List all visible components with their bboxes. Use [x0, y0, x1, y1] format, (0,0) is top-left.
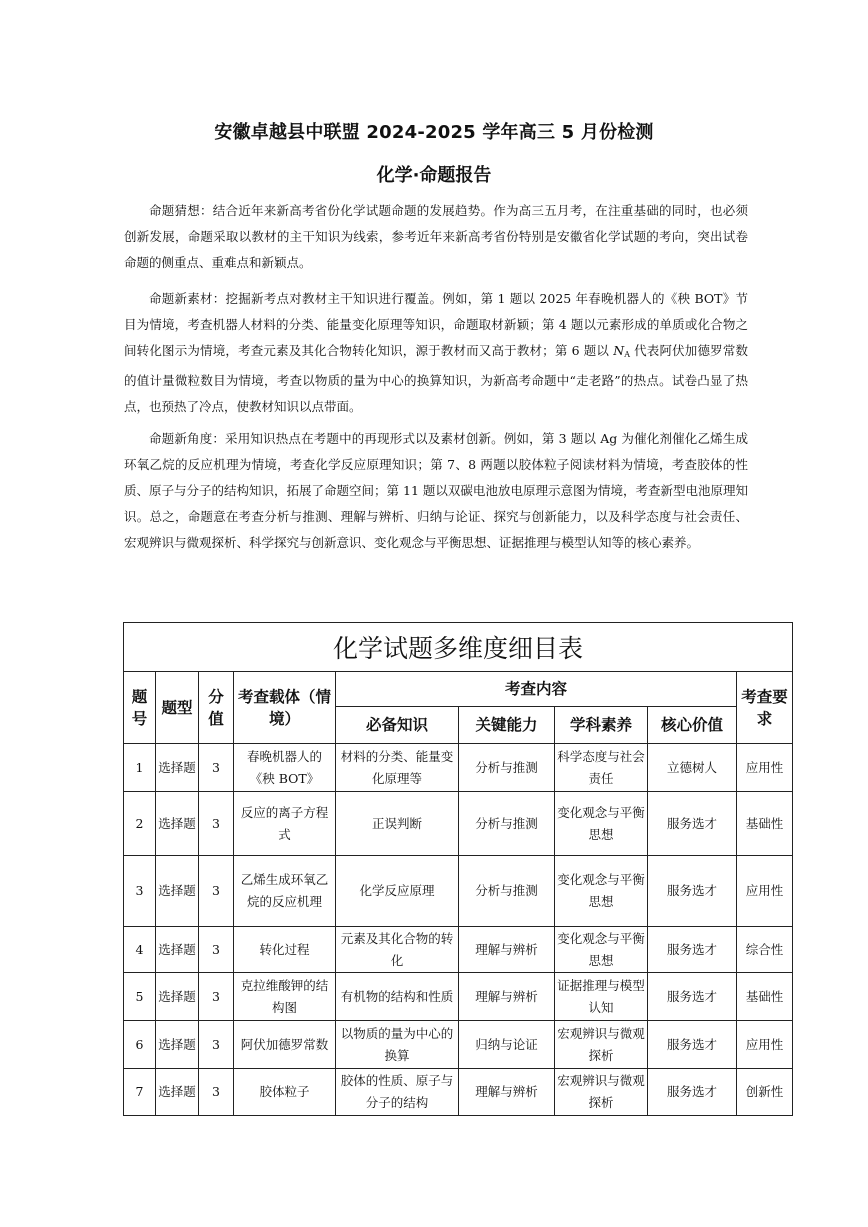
cell-literacy: 变化观念与平衡思想 — [555, 927, 648, 973]
cell-type: 选择题 — [156, 792, 199, 856]
cell-context: 乙烯生成环氧乙烷的反应机理 — [234, 856, 336, 927]
cell-score: 3 — [199, 1069, 234, 1116]
table-row — [124, 1021, 793, 1069]
cell-req: 基础性 — [737, 973, 793, 1021]
header-ability: 关键能力 — [459, 707, 555, 744]
cell-ability: 分析与推测 — [459, 744, 555, 792]
cell-knowledge: 有机物的结构和性质 — [336, 973, 459, 1021]
header-content: 考查内容 — [336, 672, 737, 707]
cell-num: 3 — [124, 856, 156, 927]
cell-knowledge: 胶体的性质、原子与分子的结构 — [336, 1069, 459, 1116]
cell-num: 4 — [124, 927, 156, 973]
cell-num: 1 — [124, 744, 156, 792]
cell-type: 选择题 — [156, 973, 199, 1021]
cell-req: 应用性 — [737, 1021, 793, 1069]
table-row — [124, 792, 793, 856]
header-context: 考查载体（情境） — [234, 672, 336, 744]
cell-score: 3 — [199, 744, 234, 792]
table-row — [124, 1069, 793, 1116]
cell-req: 应用性 — [737, 856, 793, 927]
cell-context: 阿伏加德罗常数 — [234, 1021, 336, 1069]
cell-value: 服务选才 — [648, 856, 737, 927]
document-subtitle: 化学·命题报告 — [376, 165, 492, 186]
paragraph-angle: 命题新角度：采用知识热点在考题中的再现形式以及素材创新。例如，第 3 题以 Ag 为催化剂催化乙烯生成环氧乙烷的反应机理为情境，考查化学反应原理知识；第 7、8 两题以胶体粒子阅读材料为情境，考查胶体的性质、原子与分子的结构知识，拓展了命题空间；第 11 题以双碳电池放电原理示意图为情境，考查新型电池原理知识。总之，命题意在考查分析与推测、理解与辨析、归纳与论证、探究与创新能力，以及科学态度与社会责任、宏观辨识与微观探析、科学探究与创新意识、变化观念与平衡思想、证据推理与模型认知等的核心素养。 — [124, 431, 748, 550]
cell-knowledge: 正误判断 — [336, 792, 459, 856]
cell-req: 应用性 — [737, 744, 793, 792]
cell-ability: 理解与辨析 — [459, 1069, 555, 1116]
cell-knowledge: 化学反应原理 — [336, 856, 459, 927]
cell-ability: 理解与辨析 — [459, 973, 555, 1021]
cell-knowledge: 以物质的量为中心的换算 — [336, 1021, 459, 1069]
cell-ability: 归纳与论证 — [459, 1021, 555, 1069]
cell-literacy: 科学态度与社会责任 — [555, 744, 648, 792]
cell-score: 3 — [199, 927, 234, 973]
paragraph-material-text-b: 代表阿伏加德罗常数的值计量微粒数目为情境，考查以物质的量为中心的换算知识，为新高考命题中“走老路”的热点。试卷凸显了热点，也预热了冷点，使教材知识以点带面。 — [124, 343, 748, 414]
cell-req: 综合性 — [737, 927, 793, 973]
cell-ability: 理解与辨析 — [459, 927, 555, 973]
cell-type: 选择题 — [156, 744, 199, 792]
cell-score: 3 — [199, 1021, 234, 1069]
table-caption: 化学试题多维度细目表 — [124, 623, 793, 672]
header-type: 题型 — [156, 672, 199, 744]
cell-value: 服务选才 — [648, 1069, 737, 1116]
cell-context: 反应的离子方程式 — [234, 792, 336, 856]
header-requirement: 考查要求 — [737, 672, 793, 744]
cell-num: 2 — [124, 792, 156, 856]
cell-value: 服务选才 — [648, 927, 737, 973]
cell-score: 3 — [199, 973, 234, 1021]
cell-context: 胶体粒子 — [234, 1069, 336, 1116]
cell-score: 3 — [199, 792, 234, 856]
header-score: 分值 — [199, 672, 234, 744]
cell-knowledge: 元素及其化合物的转化 — [336, 927, 459, 973]
cell-type: 选择题 — [156, 856, 199, 927]
cell-value: 立德树人 — [648, 744, 737, 792]
cell-ability: 分析与推测 — [459, 792, 555, 856]
cell-literacy: 宏观辨识与微观探析 — [555, 1021, 648, 1069]
cell-literacy: 变化观念与平衡思想 — [555, 792, 648, 856]
cell-context: 克拉维酸钾的结构图 — [234, 973, 336, 1021]
cell-literacy: 宏观辨识与微观探析 — [555, 1069, 648, 1116]
cell-type: 选择题 — [156, 1021, 199, 1069]
cell-literacy: 证据推理与模型认知 — [555, 973, 648, 1021]
table-row — [124, 973, 793, 1021]
cell-req: 创新性 — [737, 1069, 793, 1116]
cell-ability: 分析与推测 — [459, 856, 555, 927]
cell-value: 服务选才 — [648, 1021, 737, 1069]
paragraph-material — [124, 286, 748, 420]
avogadro-symbol: N — [613, 343, 625, 358]
header-num: 题号 — [124, 672, 156, 744]
table-row — [124, 856, 793, 927]
paragraph-guess: 命题猜想：结合近年来新高考省份化学试题命题的发展趋势。作为高三五月考，在注重基础的同时，也必须创新发展，命题采取以教材的主干知识为线索，参考近年来新高考省份特别是安徽省化学试题的考向，突出试卷命题的侧重点、重难点和新颖点。 — [124, 203, 748, 270]
cell-num: 7 — [124, 1069, 156, 1116]
document-title: 安徽卓越县中联盟 2024-2025 学年高三 5 月份检测 — [214, 122, 654, 143]
table-row — [124, 927, 793, 973]
cell-score: 3 — [199, 856, 234, 927]
cell-context: 转化过程 — [234, 927, 336, 973]
specification-table — [123, 622, 793, 1116]
header-value: 核心价值 — [648, 707, 737, 744]
cell-num: 6 — [124, 1021, 156, 1069]
cell-type: 选择题 — [156, 927, 199, 973]
cell-value: 服务选才 — [648, 973, 737, 1021]
avogadro-subscript: A — [624, 350, 630, 359]
cell-type: 选择题 — [156, 1069, 199, 1116]
cell-literacy: 变化观念与平衡思想 — [555, 856, 648, 927]
cell-req: 基础性 — [737, 792, 793, 856]
paragraph-material-text-a: 命题新素材：挖掘新考点对教材主干知识进行覆盖。例如，第 1 题以 2025 年春晚机器人的《秧 BOT》节目为情境，考查机器人材料的分类、能量变化原理等知识，命题取材新颖；第 4 题以元素形成的单质或化合物之间转化图示为情境，考查元素及其化合物转化知识，源于教材而又高于教材；第 6 题以 — [124, 291, 748, 358]
header-knowledge: 必备知识 — [336, 707, 459, 744]
table-row — [124, 744, 793, 792]
header-literacy: 学科素养 — [555, 707, 648, 744]
cell-knowledge: 材料的分类、能量变化原理等 — [336, 744, 459, 792]
cell-context: 春晚机器人的《秧 BOT》 — [234, 744, 336, 792]
cell-value: 服务选才 — [648, 792, 737, 856]
cell-num: 5 — [124, 973, 156, 1021]
